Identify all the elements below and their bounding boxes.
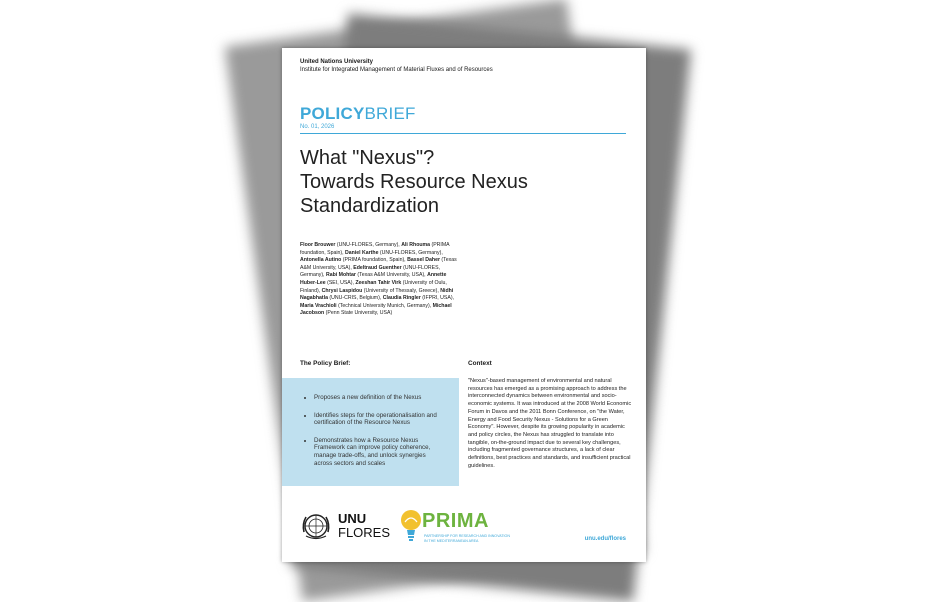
- policy-brief-brand: [300, 104, 416, 124]
- author-name: Nidhi Nagabhatla: [300, 287, 454, 302]
- list-item: • Identifies steps for the operationalisation and certification of the Resource Nexus: [314, 412, 445, 427]
- author-affiliation: (UNU-FLORES, Germany),: [379, 249, 443, 256]
- author-affiliation: (UNU-FLORES, Germany),: [336, 242, 400, 248]
- flores-wordmark: FLORES: [338, 525, 391, 540]
- prima-wordmark: PRIMA: [422, 510, 489, 532]
- author-name: Michael Jacobson: [300, 302, 452, 317]
- author-name: Edeltraud Guenther: [353, 264, 402, 271]
- title-line: Standardization: [300, 195, 439, 217]
- author-affiliation: (PRIMA foundation, Spain),: [300, 242, 450, 256]
- policy-brief-bullets: [282, 378, 459, 467]
- author-name: Daniel Karthe: [345, 249, 379, 256]
- author-name: Bassel Daher: [407, 257, 440, 264]
- author-name: Maria Vrachioli: [300, 302, 337, 309]
- policy-brief-page: [282, 48, 646, 562]
- page-title: [300, 146, 620, 218]
- author-affiliation: (UNU-FLORES, Germany),: [300, 264, 441, 279]
- author-name: Antonella Autino: [300, 257, 342, 264]
- website-link[interactable]: unu.edu/flores: [584, 536, 626, 542]
- author-name: Chrysi Laspidou: [321, 287, 363, 294]
- author-affiliation: (PRIMA foundation, Spain),: [342, 257, 406, 264]
- author-name: Annette Huber-Lee: [300, 272, 447, 286]
- institution-header: [300, 58, 493, 74]
- author-affiliation: (Texas A&M University, USA),: [357, 272, 426, 279]
- unu-flores-logo-text: [338, 512, 390, 540]
- context-heading: Context: [468, 360, 492, 367]
- header-rule: [300, 133, 626, 134]
- title-line: What "Nexus"?: [300, 147, 435, 169]
- author-affiliation: (Technical University Munich, Germany),: [338, 302, 432, 309]
- title-line: Towards Resource Nexus: [300, 171, 528, 193]
- author-affiliation: (University of Oulu, Finland),: [300, 279, 447, 294]
- author-affiliation: (IFPRI, USA),: [422, 295, 454, 302]
- list-item: • Demonstrates how a Resource Nexus Framework can improve policy coherence, manage trade-offs, and unlock synergies across sectors and scales: [314, 437, 445, 467]
- policy-brief-heading: The Policy Brief:: [300, 360, 351, 367]
- author-affiliation: (SEI, USA),: [327, 279, 354, 286]
- list-item: • Proposes a new definition of the Nexus: [314, 394, 445, 402]
- un-emblem-icon: [300, 510, 332, 542]
- footer-logos: [300, 506, 630, 546]
- author-list: [300, 242, 460, 318]
- issue-number: No. 01, 2026: [300, 124, 335, 130]
- brand-light: BRIEF: [364, 104, 416, 123]
- author-affiliation: (UNU-CRIS, Belgium),: [329, 295, 382, 302]
- author-name: Claudia Ringler: [382, 295, 421, 302]
- author-name: Zeeshan Tahir Virk: [355, 279, 402, 286]
- unu-wordmark: UNU: [338, 511, 367, 526]
- context-body: "Nexus"-based management of environmental and natural resources has emerged as a promising approach to address the interconnected dynamics between environmental and socio-economic systems. It was introduced at the 2008 World Economic Forum in Davos and the 2011 Bonn Conference, on "the Water, Energy and Food Security Nexus - Solutions for a Green Economy". However, despite its growing popularity in academic and policy circles, the Nexus has struggled to translate into tangible, on-the-ground impact due to several key challenges, including fragmented governance structures, a lack of clear definitions, best practices and standards, and insufficient practical guidelines.: [468, 378, 632, 469]
- policy-brief-box: [282, 378, 459, 486]
- author-affiliation: (University of Thessaly, Greece),: [363, 287, 439, 294]
- author-affiliation: (Texas A&M University, USA),: [300, 257, 457, 271]
- author-name: Floor Brouwer: [300, 242, 336, 248]
- author-affiliation: (Penn State University, USA): [325, 310, 393, 317]
- institution-name: United Nations University: [300, 59, 374, 65]
- author-name: Rabi Mohtar: [325, 272, 356, 279]
- prima-tagline: PARTNERSHIP FOR RESEARCH AND INNOVATION IN THE MEDITERRANEAN AREA: [424, 534, 510, 543]
- author-name: Ali Rhouma: [401, 242, 431, 248]
- institute-name: Institute for Integrated Management of Material Fluxes and of Resources: [300, 67, 493, 73]
- brand-bold: POLICY: [300, 104, 365, 123]
